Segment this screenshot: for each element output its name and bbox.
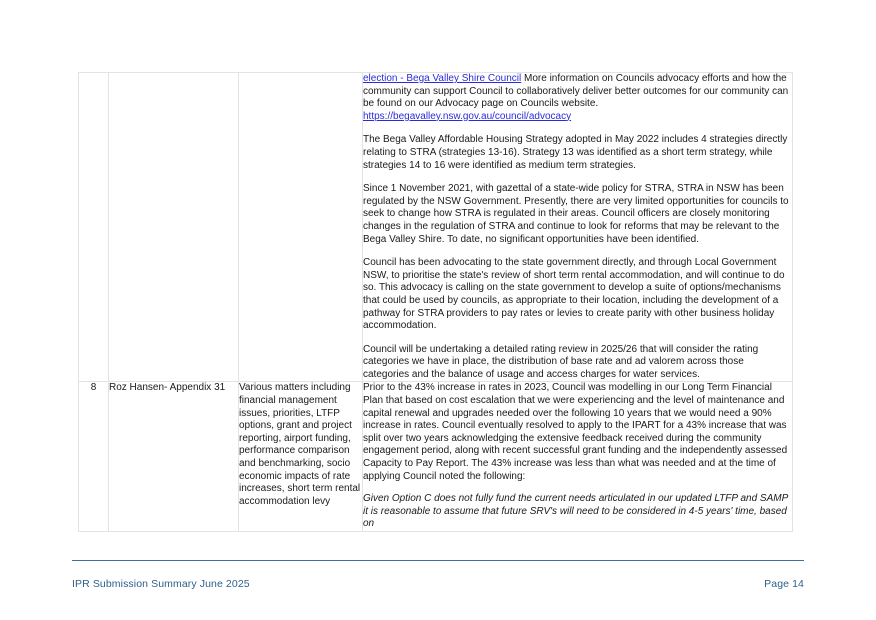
row-number-cell: [79, 73, 109, 382]
page-footer: [72, 578, 804, 590]
row-number-cell: 8: [79, 382, 109, 532]
row-source-cell: [109, 73, 239, 382]
footer-divider: [72, 560, 804, 561]
footer-page-number: Page 14: [764, 578, 804, 590]
response-paragraph-2: The Bega Valley Affordable Housing Strategy adopted in May 2022 includes 4 strategies directly relating to STRA (strategies 13-16). Strategy 13 was identified as a short term strategy, while strategies 14 to 16 were identified as medium term strategies.: [363, 134, 788, 171]
table-row: [79, 382, 793, 532]
table-row: [79, 73, 793, 382]
response-paragraph-1: Prior to the 43% increase in rates in 2023, Council was modelling in our Long Term Financial Plan that based on cost escalation that we were experiencing and the level of maintenance and capital renewal and upgrades needed over the following 10 years that we would need a 90% increase in rates. Council eventually resolved to apply to the IPART for a 43% increase that was split over two years acknowledging the extensive feedback received during the community engagement period, along with recent successful grant funding and the independently assessed Capacity to Pay Report. The 43% increase was less than what was needed and at the time of applying Council noted the following:: [363, 382, 788, 482]
row-response-cell: [363, 382, 793, 532]
footer-title: IPR Submission Summary June 2025: [72, 578, 250, 590]
response-quote: Given Option C does not fully fund the current needs articulated in our updated LTFP and SAMP it is reasonable to assume that future SRV's will need to be considered in 4-5 years' time, based on: [363, 493, 788, 530]
response-paragraph-1: [363, 73, 792, 123]
bega-valley-shire-council-link[interactable]: election - Bega Valley Shire Council: [363, 73, 522, 84]
row-topic-cell: Various matters including financial management issues, priorities, LTFP options, grant and project reporting, airport funding, performance comparison and benchmarking, socio economic impacts of rate increases, short term rental accommodation levy: [239, 382, 363, 532]
row-response-cell: [363, 73, 793, 382]
response-paragraph-4: Council has been advocating to the state government directly, and through Local Government NSW, to prioritise the state's review of short term rental accommodation, and will continue to do so. This advocacy is calling on the state government to develop a suite of options/mechanisms that could be used by councils, as appropriate to their location, including the development of a pathway for STRA providers to pay rates or levies to create parity with other business holiday accommodation.: [363, 257, 785, 332]
advocacy-url-link[interactable]: https://begavalley.nsw.gov.au/council/advocacy: [363, 110, 572, 122]
row-source-cell: Roz Hansen- Appendix 31: [109, 382, 239, 532]
response-paragraph-5: Council will be undertaking a detailed rating review in 2025/26 that will consider the rating categories we have in place, the distribution of base rate and ad valorem across those categories and the balance of usage and access charges for water services.: [363, 343, 759, 380]
response-paragraph-3: Since 1 November 2021, with gazettal of a state-wide policy for STRA, STRA in NSW has been regulated by the NSW Government. Presently, there are very limited opportunities for councils to seek to change how STRA is regulated in their areas. Council officers are closely monitoring changes in the regulation of STRA and continue to look for reforms that may be relevant to the Bega Valley Shire. To date, no significant opportunities have been identified.: [363, 183, 789, 245]
response-paragraph-1-text: More information on Councils advocacy efforts and how the community can support Council to collaboratively deliver better outcomes for our community can be found on our Advocacy page on Councils website.: [363, 73, 789, 110]
row-topic-cell: [239, 73, 363, 382]
submission-response-table: [78, 72, 793, 532]
